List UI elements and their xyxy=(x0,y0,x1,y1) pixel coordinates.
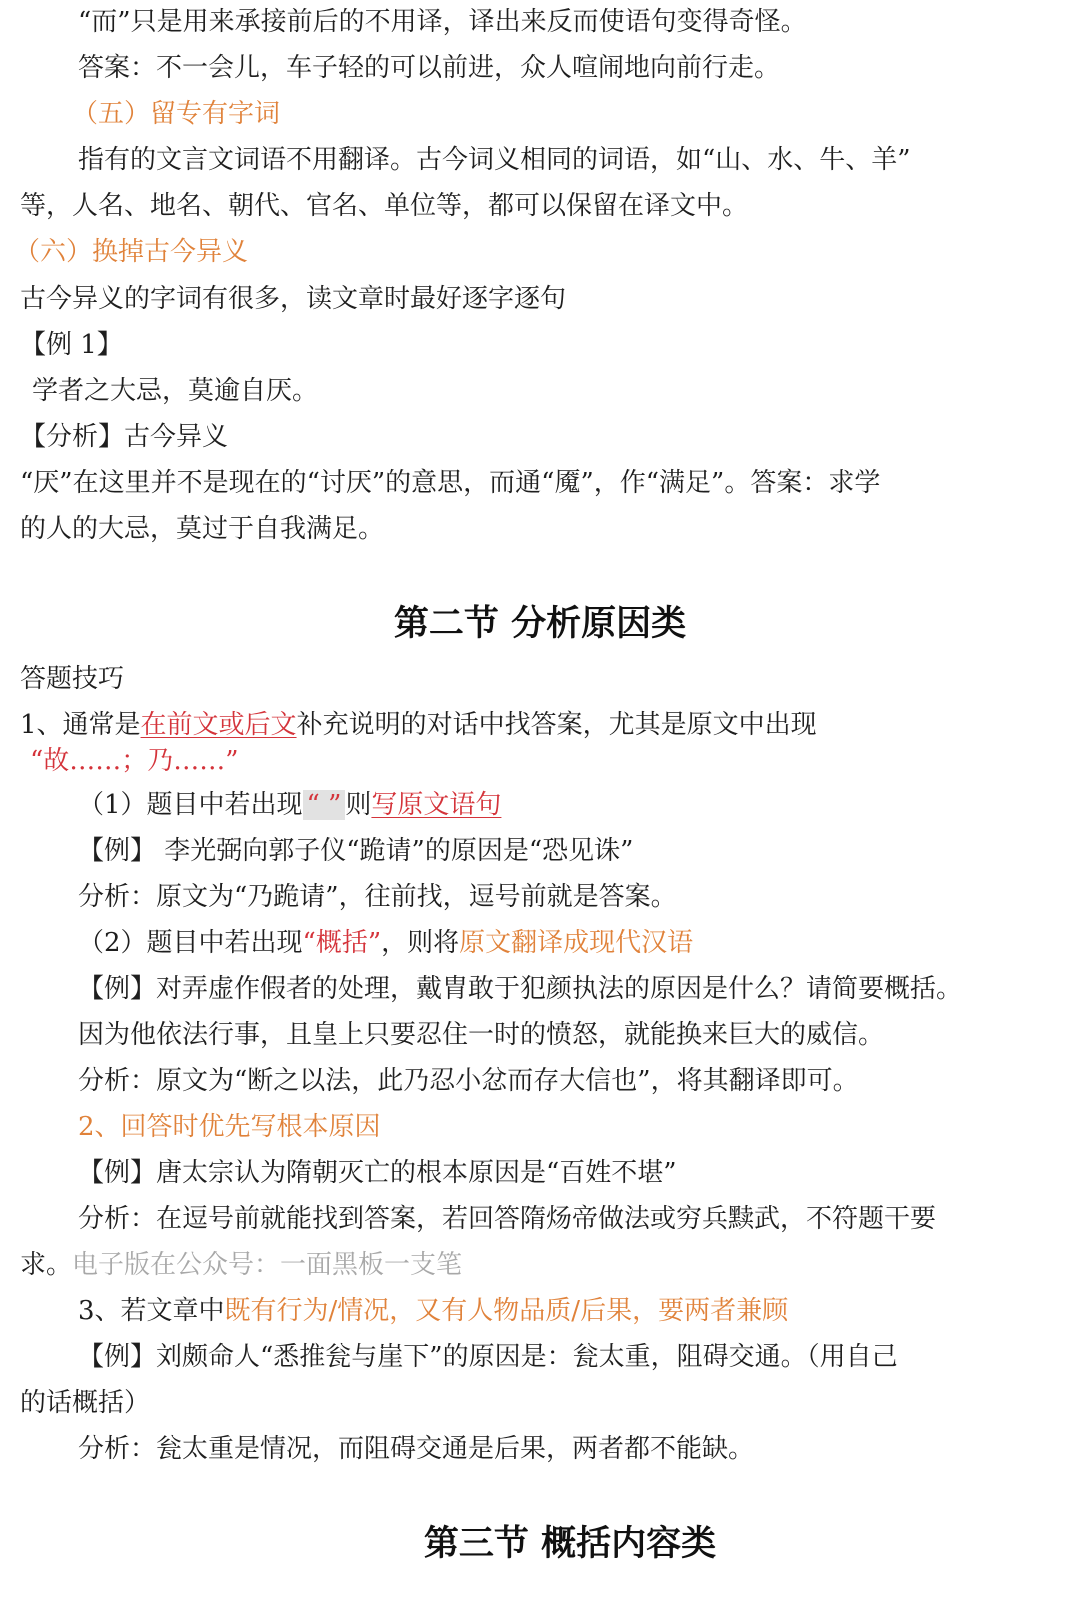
text-line xyxy=(20,1248,462,1282)
text-line: 分析：原文为“乃跪请”，往前找，逗号前就是答案。 xyxy=(78,882,677,912)
text-line: 答案：不一会儿，车子轻的可以前进，众人喧闹地向前行走。 xyxy=(78,53,781,83)
example-line: 【例】对弄虚作假者的处理，戴胄敢于犯颜执法的原因是什么？请简要概括。 xyxy=(78,974,963,1004)
text-line: 学者之大忌，莫逾自厌。 xyxy=(32,376,319,406)
example-label: 【例 1】 xyxy=(20,330,123,360)
text-line: “而”只是用来承接前后的不用译，译出来反而使语句变得奇怪。 xyxy=(78,7,807,37)
subheading-5: （五）留专有字词 xyxy=(72,99,281,129)
text-span: （1）题目中若出现 xyxy=(78,790,303,820)
text-line: 分析：在逗号前就能找到答案，若回答隋炀帝做法或穷兵黩武，不符题干要 xyxy=(78,1204,937,1234)
keyword: “概括” xyxy=(302,928,382,958)
subheading: 2、回答时优先写根本原因 xyxy=(78,1112,381,1142)
text-span: 则 xyxy=(345,790,372,820)
watermark-text: 电子版在公众号：一面黑板一支笔 xyxy=(72,1250,463,1280)
example-line: 【例】唐太宗认为隋朝灭亡的根本原因是“百姓不堪” xyxy=(78,1158,677,1188)
text-span: 1、通常是 xyxy=(20,710,141,740)
text-line: 答题技巧 xyxy=(20,664,125,694)
text-line: 的话概括） xyxy=(20,1388,151,1418)
example-line: 【例】刘颇命人“悉推瓮与崖下”的原因是：瓮太重，阻碍交通。（用自己 xyxy=(78,1342,898,1372)
highlighted-quote: “ ” xyxy=(303,790,346,820)
underlined-phrase: 写原文语句 xyxy=(371,790,502,820)
highlight-phrase: 原文翻译成现代汉语 xyxy=(459,928,694,958)
text-line xyxy=(78,788,501,822)
text-line: 指有的文言文词语不用翻译。古今词义相同的词语，如“山、水、牛、羊” xyxy=(78,145,911,175)
text-line: 分析：瓮太重是情况，而阻碍交通是后果，两者都不能缺。 xyxy=(78,1434,755,1464)
text-line: “厌”在这里并不是现在的“讨厌”的意思，而通“魇”，作“满足”。答案：求学 xyxy=(20,468,881,498)
subheading-6: （六）换掉古今异义 xyxy=(14,237,249,267)
text-line xyxy=(78,926,693,960)
text-line: 分析：原文为“断之以法，此乃忍小忿而存大信也”，将其翻译即可。 xyxy=(78,1066,859,1096)
underlined-phrase: 在前文或后文 xyxy=(140,710,297,740)
text-span: 求。 xyxy=(20,1250,73,1280)
text-span: ，则将 xyxy=(381,928,460,958)
section-title: 第三节 概括内容类 xyxy=(423,1524,717,1564)
text-line xyxy=(78,1294,788,1328)
text-line: 的人的大忌，莫过于自我满足。 xyxy=(20,514,385,544)
text-line: “故……；乃……” xyxy=(30,746,239,776)
text-span: （2）题目中若出现 xyxy=(78,928,303,958)
text-line: 等，人名、地名、朝代、官名、单位等，都可以保留在译文中。 xyxy=(20,191,749,221)
text-span: 补充说明的对话中找答案，尤其是原文中出现 xyxy=(296,710,817,740)
text-span: 3、若文章中 xyxy=(78,1296,225,1326)
text-line: 因为他依法行事，且皇上只要忍住一时的愤怒，就能换来巨大的威信。 xyxy=(78,1020,885,1050)
text-line xyxy=(20,708,817,742)
highlight-phrase: 既有行为/情况，又有人物品质/后果，要两者兼顾 xyxy=(224,1296,789,1326)
example-line: 【例】 李光弼向郭子仪“跪请”的原因是“恐见诛” xyxy=(78,836,634,866)
text-line: 古今异义的字词有很多，读文章时最好逐字逐句 xyxy=(20,284,567,314)
section-title: 第二节 分析原因类 xyxy=(393,604,687,644)
analysis-label: 【分析】古今异义 xyxy=(20,422,229,452)
